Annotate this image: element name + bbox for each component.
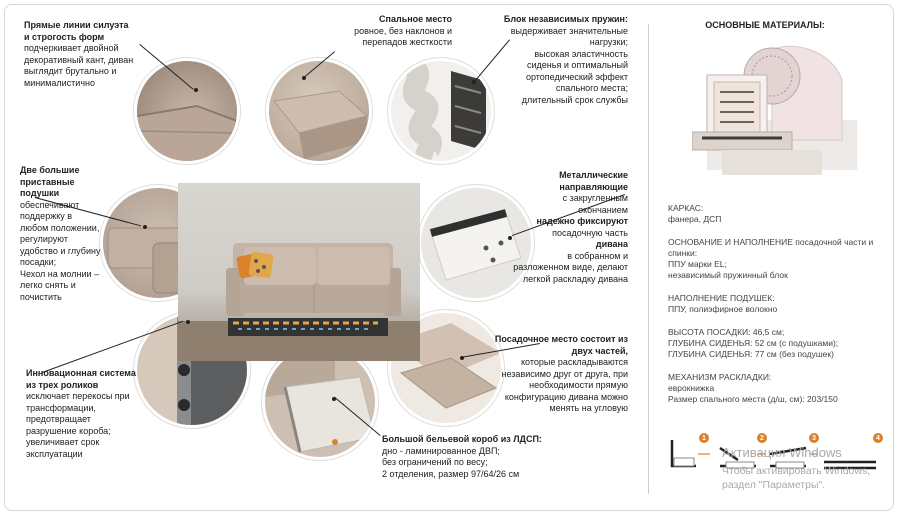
feature-title: Две большие приставные подушки	[20, 165, 80, 198]
step-number: 4	[876, 435, 880, 442]
seat-height: ВЫСОТА ПОСАДКИ: 46,5 см;	[668, 327, 785, 337]
panel-divider	[648, 24, 649, 494]
feature-item: длительный срок службы	[521, 94, 628, 105]
leader-dot	[332, 397, 336, 401]
feature-storage	[382, 434, 582, 480]
feature-text: с закругленным окончанием	[562, 193, 628, 215]
feature-title: Блок независимых пружин:	[503, 14, 628, 24]
feature-silhouette	[24, 20, 136, 89]
leader-dot	[460, 356, 464, 360]
feature-title: Большой бельевой короб из ЛДСП:	[382, 434, 542, 444]
feature-bold: надежно фиксируют	[536, 216, 628, 226]
base-item: ППУ марки EL;	[668, 259, 727, 269]
mechanism-value: еврокнижка	[668, 383, 715, 393]
feature-text: в собранном и разложенном виде, делают легкой раскладку дивана	[513, 250, 628, 284]
feature-rollers	[26, 368, 136, 460]
seat-depth: ГЛУБИНА СИДЕНЬЯ: 77 см (без подушек)	[668, 349, 834, 359]
frame-label: КАРКАС:	[668, 203, 704, 213]
photo-spring-block	[388, 58, 494, 164]
feature-guides	[512, 170, 628, 285]
materials-heading: ОСНОВНЫЕ МАТЕРИАЛЫ:	[705, 20, 825, 30]
activation-watermark-text: Чтобы активировать Windows,	[722, 465, 871, 477]
feature-item: выдерживает значительные нагрузки;	[510, 25, 628, 47]
feature-text: ровное, без наклонов и перепадов жесткости	[354, 25, 452, 47]
feature-line: 2 отделения, размер 97/64/26 см	[382, 468, 520, 479]
leader-dot	[472, 80, 476, 84]
activation-watermark-text: раздел "Параметры".	[722, 479, 826, 491]
feature-text: исключает перекосы при трансформации, предотвращает разрушение короба; увеличивает срок эксплуатации	[26, 391, 130, 459]
base-item: независимый пружинный блок	[668, 270, 788, 280]
feature-cushions	[20, 165, 102, 303]
cushion-label: НАПОЛНЕНИЕ ПОДУШЕК:	[668, 293, 775, 303]
photo-sleeping-place	[266, 58, 372, 164]
frame-value: фанера, ДСП	[668, 214, 722, 224]
feature-title: Посадочное место состоит из двух частей,	[494, 334, 628, 356]
feature-text: обеспечивают поддержку в любом положении, регулируют удобство и глубину посадки;	[20, 199, 101, 267]
feature-line: без ограничений по весу;	[382, 457, 488, 467]
feature-text: посадочную часть	[552, 227, 628, 238]
step-number: 3	[812, 435, 816, 442]
materials-specs	[668, 203, 888, 405]
activation-watermark-title: Активация Windows	[722, 445, 842, 460]
feature-item: высокая эластичность сиденья и оптимальный ортопедический эффект спального места;	[525, 48, 628, 93]
feature-text: которые раскладываются независимо друг от друга, при необходимости прямую конфигурацию дивана можно менять на угловую	[501, 357, 628, 413]
step-number: 1	[702, 435, 706, 442]
leader-dot	[194, 88, 198, 92]
sofa-photo	[178, 183, 420, 361]
feature-title: Металлические направляющие	[559, 170, 628, 192]
feature-title: Спальное место	[379, 14, 452, 24]
feature-title: Прямые линии силуэта и строгость форм	[24, 20, 129, 42]
leader-dot	[143, 225, 147, 229]
feature-springs	[500, 14, 628, 106]
feature-title: Инновационная система из трех роликов	[26, 368, 136, 390]
materials-cutaway-illustration	[692, 40, 857, 180]
feature-seat	[488, 334, 628, 415]
cushion-value: ППУ, полиэфирное волокно	[668, 304, 778, 314]
feature-extra: Чехол на молнии – легко снять и почистить	[20, 268, 100, 302]
feature-sleeping	[316, 14, 452, 49]
leader-dot	[186, 320, 190, 324]
mechanism-label: МЕХАНИЗМ РАСКЛАДКИ:	[668, 372, 772, 382]
feature-line: дно - ламинированное ДВП;	[382, 445, 500, 456]
leader-dot	[302, 76, 306, 80]
seat-depth: ГЛУБИНА СИДЕНЬЯ: 52 см (с подушками);	[668, 338, 839, 348]
photo-silhouette	[134, 58, 240, 164]
feature-text: подчеркивает двойной декоративный кант, диван выглядит брутально и минималистично	[24, 43, 134, 88]
feature-bold: дивана	[595, 239, 628, 249]
base-label: ОСНОВАНИЕ И НАПОЛНЕНИЕ посадочной части и спинки:	[668, 237, 874, 258]
sleep-size: Размер спального места (д/ш, см): 203/150	[668, 394, 838, 404]
step-number: 2	[760, 435, 764, 442]
photo-storage-box	[262, 344, 378, 460]
